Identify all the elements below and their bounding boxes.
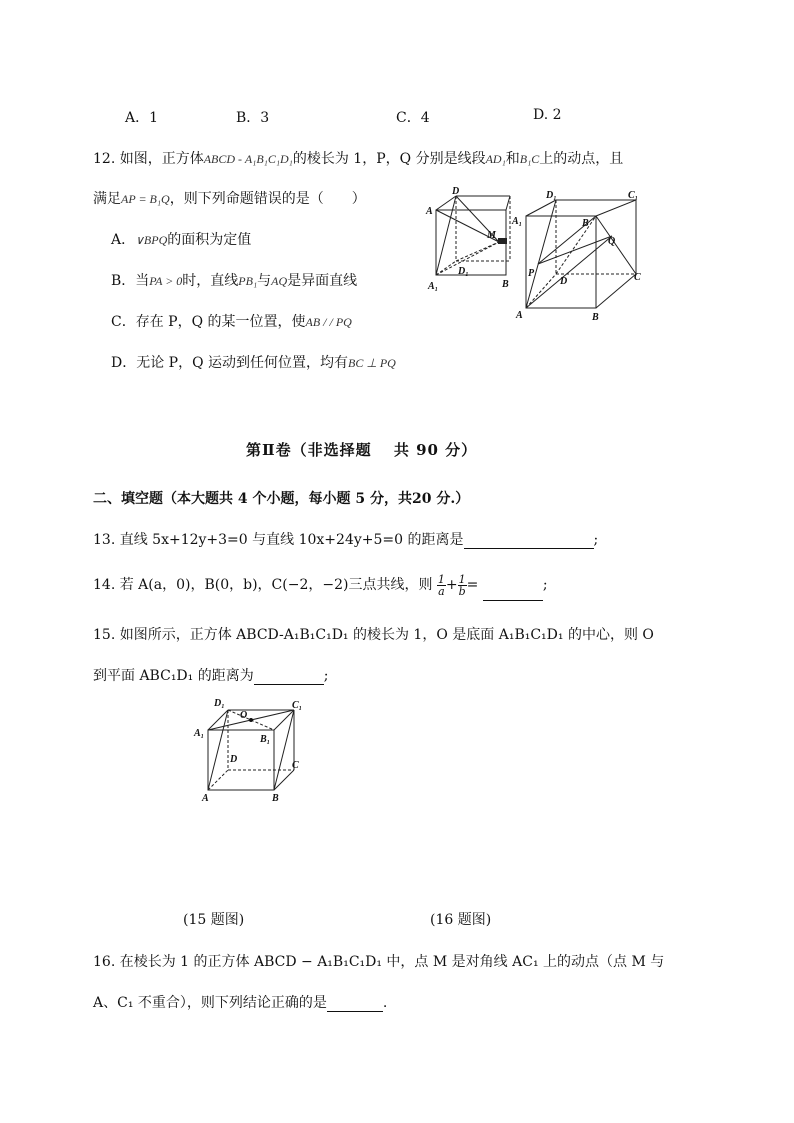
q12-line2b: ，则下列命题错误的是（ ） (169, 191, 366, 207)
q15-line2-text: 到平面 ABC₁D₁ 的距离为 (93, 668, 254, 684)
q13-end: ; (593, 532, 599, 548)
q16-end: . (382, 995, 388, 1011)
cube-front-face (526, 216, 596, 308)
q12-cond: AP = B₁Q (121, 192, 170, 206)
q14-plus: + (445, 577, 458, 593)
q12-opta-post: 的面积为定值 (167, 232, 252, 248)
label-c1: C₁ (292, 700, 303, 711)
section-title: 第Ⅱ卷（非选择题 共 90 分） (246, 441, 478, 459)
q11-option-d: D. 2 (533, 107, 562, 123)
label-a: A (426, 206, 433, 217)
q12-optc-math: AB / / PQ (305, 315, 352, 329)
q15-answer-blank[interactable] (254, 670, 324, 685)
cube-edge (526, 200, 556, 216)
q11-option-b: B．3 (236, 110, 270, 126)
label-c1: C₁ (628, 190, 639, 201)
q12-intro2: 的棱长为 1， (292, 151, 377, 167)
q14 (93, 569, 548, 601)
caption-fig15: (15 题图) (183, 912, 245, 928)
q12-intro3: P，Q 分别是线段 (376, 151, 486, 167)
section2-header: 二、填空题（本大题共 4 个小题，每小题 5 分，共20 分.） (93, 491, 470, 507)
label-d1: D₁ (214, 698, 225, 709)
q11-option-c: C．4 (396, 110, 430, 126)
q12-line2a: 满足 (93, 191, 121, 207)
q15-line1: 15. 如图所示，正方体 ABCD-A₁B₁C₁D₁ 的棱长为 1，O 是底面 A₁B₁C₁D₁ 的中心，则 O (93, 627, 654, 643)
q14-frac-b (458, 574, 467, 597)
label-q: Q (608, 236, 616, 247)
q12-figure-left (424, 186, 514, 294)
q16-line2-text: A、C₁ 不重合），则下列结论正确的是 (93, 995, 327, 1011)
q16-line1: 16. 在棱长为 1 的正方体 ABCD − A₁B₁C₁D₁ 中，点 M 是对角线 AC₁ 上的动点（点 M 与 (93, 954, 665, 970)
label-d1: D₁ (458, 266, 469, 277)
diagonal-hidden (456, 242, 499, 261)
q16-answer-blank[interactable] (327, 997, 383, 1012)
cube-edge (596, 274, 636, 308)
label-a1: A₁ (512, 216, 523, 227)
q12-optd-pre: D．无论 P，Q 运动到任何位置，均有 (111, 355, 349, 371)
label-c: C (292, 760, 299, 771)
q14-frac-b-den: b (458, 584, 466, 598)
q12-intro1: 12. 如图，正方体 (93, 151, 204, 167)
label-b: B (592, 312, 599, 323)
q12-optd-math: BC ⊥ PQ (348, 356, 396, 370)
q13-text: 13. 直线 5x+12y+3=0 与直线 10x+24y+5=0 的距离是 (93, 532, 464, 548)
label-b: B (502, 279, 509, 290)
q12-optb-math1: PA > 0 (149, 274, 183, 288)
q12-optb-math2: PB₁ (238, 274, 258, 288)
q12-seg1: AD₁ (485, 152, 506, 166)
q12-line2 (93, 188, 366, 208)
label-m: M (487, 230, 496, 241)
label-d: D (560, 276, 568, 287)
q12-intro4: 上的动点，且 (539, 151, 624, 167)
cube-edge (596, 200, 636, 216)
q15-end: ; (323, 668, 329, 684)
label-d: D (452, 186, 460, 197)
q14-frac-b-num: 1 (458, 572, 466, 586)
q14-end: ; (542, 577, 548, 593)
cube-front-face (436, 210, 506, 275)
q12-opta-pre: A． (111, 232, 136, 248)
label-d: D (230, 754, 238, 765)
label-c: C (634, 272, 641, 283)
m-marker (498, 238, 507, 244)
q12-option-c (111, 311, 352, 331)
q12-optb-mid2: 与 (257, 273, 272, 289)
label-o: O (240, 710, 248, 721)
q12-option-b (111, 270, 357, 290)
q12-optb-mid: 时，直线 (182, 273, 239, 289)
segment-pq (538, 236, 612, 264)
q12-seg2: B₁C (519, 152, 540, 166)
q12-figure-right (510, 186, 660, 326)
q12-opta-math: ∨BPQ (135, 233, 168, 247)
q12-and: 和 (505, 151, 520, 167)
label-a: A (516, 310, 523, 321)
segment-hidden (556, 216, 596, 274)
label-a: A (202, 793, 209, 804)
center-o-point (249, 718, 253, 722)
q16-line2 (93, 992, 387, 1012)
q14-text: 14. 若 A(a，0)，B(0，b)，C(−2，−2)三点共线，则 (93, 577, 433, 593)
label-b1: B (582, 218, 589, 229)
q14-frac-a (437, 574, 446, 597)
label-p: P (528, 268, 535, 279)
q12-cube-label: ABCD - A₁B₁C₁D₁ (203, 152, 293, 166)
q14-eq: = (466, 577, 479, 593)
q12-optc-pre: C．存在 P，Q 的某一位置，使 (111, 314, 306, 330)
q15-line2 (93, 665, 328, 685)
q14-frac-a-den: a (438, 584, 445, 598)
q11-option-a: A．1 (125, 110, 159, 126)
q15-figure (190, 694, 320, 806)
q13 (93, 529, 598, 549)
label-a1: A₁ (428, 281, 439, 292)
label-b1: B₁ (260, 734, 271, 745)
q12-optb-math3: AQ (271, 274, 288, 288)
q14-answer-blank[interactable] (483, 586, 543, 601)
label-d1: D₁ (546, 190, 557, 201)
q12-option-a (111, 229, 251, 249)
q12-optb-post: 是异面直线 (287, 273, 358, 289)
segment-ad1 (208, 710, 228, 790)
q14-frac-a-num: 1 (437, 572, 445, 586)
q12-option-d (111, 352, 396, 372)
caption-fig16: (16 题图) (430, 912, 492, 928)
q12-line1 (93, 148, 623, 168)
label-b: B (272, 793, 279, 804)
segment-aq (526, 236, 612, 308)
q12-optb-pre: B．当 (111, 273, 150, 289)
segment-bc1 (274, 710, 294, 790)
q13-answer-blank[interactable] (464, 534, 594, 549)
label-a1: A₁ (194, 728, 205, 739)
